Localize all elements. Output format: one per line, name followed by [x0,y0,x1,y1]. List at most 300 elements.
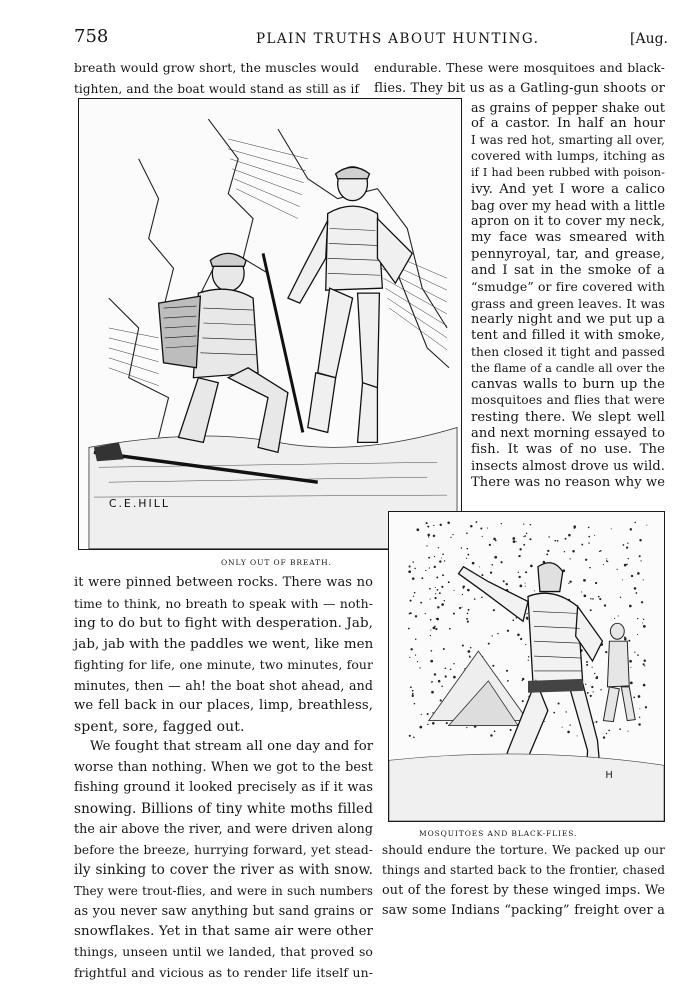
fly-dot [577,735,578,736]
fly-dot [501,523,502,524]
fly-dot [409,735,411,737]
fly-dot [570,724,571,725]
fly-dot [583,579,586,582]
fly-dot [622,579,623,580]
engraving-swatting-man-image [389,512,664,821]
fly-dot [450,669,452,671]
fly-dot [639,555,641,557]
fly-dot [638,723,641,726]
fly-dot [467,621,469,623]
fly-dot [431,650,433,652]
text-line: out of the forest by these winged imps. We [382,882,665,898]
fly-dot [412,561,414,563]
fly-dot [639,708,640,709]
text-line: snowflakes. Yet in that same air were other [74,923,374,939]
fly-dot [567,731,570,734]
fly-dot [642,622,643,623]
fly-dot [526,618,528,620]
fly-dot [600,550,602,552]
fly-dot [564,551,565,552]
fly-dot [433,525,434,526]
fly-dot [637,618,638,619]
fly-dot [481,574,483,576]
fly-dot [448,581,450,583]
fly-dot [603,736,605,738]
fly-dot [436,577,438,579]
fly-dot [516,541,517,542]
text-line: covered with lumps, itching as [471,148,665,163]
fly-dot [429,567,430,568]
text-line: as you never saw anything but sand grains or [74,903,373,918]
text-line: minutes, then — ah! the boat shot ahead, and [74,677,373,693]
fly-dot [587,692,589,694]
illustration-2-caption: MOSQUITOES AND BLACK-FLIES. [419,829,578,838]
engraving-hunters-image [79,99,461,549]
fly-dot [507,630,509,632]
text-line: pennyroyal, tar, and grease, [471,246,665,262]
fly-dot [530,524,532,526]
fly-dot [420,602,422,604]
text-line: if I had been rubbed with poison- [471,166,665,180]
fly-dot [467,589,470,592]
fly-dot [469,657,470,658]
fly-dot [534,590,535,591]
fly-dot [436,618,437,619]
fly-dot [442,574,444,576]
fly-dot [628,558,629,559]
text-line: tent and filled it with smoke, [471,328,665,344]
text-line: time to think, no breath to speak with — noth- [74,595,373,611]
fly-dot [427,534,430,537]
fly-dot [482,536,483,537]
fly-dot [523,536,524,537]
text-line: saw some Indians “packing” freight over a [382,903,665,918]
fly-dot [446,722,448,724]
fly-dot [554,540,556,542]
fly-dot [518,576,520,578]
fly-dot [466,727,467,728]
fly-dot [623,544,625,546]
fly-dot [425,613,426,614]
fly-dot [599,598,601,600]
fly-dot [443,648,445,650]
fly-dot [415,654,416,655]
fly-dot [557,540,559,542]
fly-dot [413,736,415,738]
fly-dot [522,700,524,702]
fly-dot [474,598,476,600]
fly-dot [589,567,591,569]
fly-dot [500,561,502,563]
fly-dot [467,554,469,556]
text-line: the air above the river, and were driven along [74,821,373,836]
fly-dot [581,544,583,546]
fly-dot [428,536,429,537]
fly-dot [453,663,454,664]
fly-dot [636,592,638,594]
fly-dot [472,562,475,565]
fly-dot [461,547,462,548]
fly-dot [494,556,497,559]
fly-dot [519,555,521,557]
text-line: jab, jab with the paddles we went, like men [74,636,374,652]
fly-dot [495,540,497,542]
fly-dot [416,528,419,531]
fly-dot [593,691,594,692]
text-line: worse than nothing. When we got to the best [74,759,373,775]
fly-dot [434,566,436,568]
fly-dot [427,724,428,725]
fly-dot [594,535,595,536]
fly-dot [414,703,416,705]
fly-dot [548,536,549,537]
text-line: ivy. And yet I wore a calico [471,181,665,197]
fly-dot [525,583,526,584]
fly-dot [528,660,529,661]
fly-dot [426,522,428,524]
fly-dot [513,540,516,543]
fly-dot [417,661,418,662]
fly-dot [546,553,548,555]
fly-dot [637,572,640,575]
fly-dot [410,600,412,602]
text-line: flies. They bit us as a Gatling-gun shoots or [374,80,665,96]
fly-dot [428,557,430,559]
fly-dot [430,660,433,663]
fly-dot [568,583,569,584]
fly-dot [434,597,436,599]
fly-dot [606,558,607,559]
fly-dot [425,570,426,571]
fly-dot [440,699,442,701]
fly-dot [444,600,445,601]
text-line: fighting for life, one minute, two minutes, four [74,657,373,672]
fly-dot [624,638,627,641]
text-line: before the breeze, hurrying forward, yet stead- [74,842,373,857]
artist-signature: H [605,770,613,782]
fly-dot [430,635,431,636]
fly-dot [626,547,628,549]
text-line: frightful and vicious as to render life itself un- [74,964,373,980]
fly-dot [452,534,453,535]
fly-dot [619,728,621,730]
fly-dot [638,695,641,698]
fly-dot [433,535,435,537]
fly-dot [493,609,495,611]
fly-dot [441,586,443,588]
fly-dot [634,651,635,652]
fly-dot [430,630,431,631]
text-line: tighten, and the boat would stand as still as if [74,81,359,96]
fly-dot [617,569,618,570]
fly-dot [524,535,526,537]
fly-dot [438,680,441,683]
fly-dot [629,605,632,608]
text-line: my face was smeared with [471,230,665,246]
fly-dot [604,604,606,606]
fly-dot [630,667,631,668]
fly-dot [525,571,527,573]
text-line: insects almost drove us wild. [471,458,665,474]
fly-dot [441,557,442,558]
fly-dot [562,727,563,728]
fly-dot [434,673,436,675]
fly-dot [629,660,632,663]
fly-dot [429,588,431,590]
text-line: ing to do but to fight with desperation. Jab, [74,616,373,631]
text-line: should endure the torture. We packed up our [382,842,665,857]
text-line: the flame of a candle all over the [471,360,665,375]
fly-dot [431,691,434,694]
text-line: canvas walls to burn up the [471,377,665,393]
fly-dot [462,594,463,595]
fly-dot [606,733,607,734]
fly-dot [415,639,416,640]
fly-dot [646,525,647,526]
text-line: ily sinking to cover the river as with snow. [74,862,373,878]
fly-dot [526,533,527,534]
fly-dot [419,726,422,729]
fly-dot [430,619,432,621]
fly-dot [470,647,472,649]
fly-dot [519,585,522,588]
fly-dot [480,527,482,529]
fly-dot [494,730,496,732]
fly-dot [620,597,621,598]
fly-dot [454,590,455,591]
fly-dot [419,667,420,668]
fly-dot [491,564,493,566]
fly-dot [614,618,615,619]
fly-dot [637,654,639,656]
fly-dot [639,539,641,541]
fly-dot [645,706,647,708]
fly-dot [414,592,416,594]
fly-dot [590,598,592,600]
fly-dot [408,565,410,567]
text-line: things, unseen until we landed, that proved so [74,944,373,959]
fly-dot [627,731,628,732]
fly-dot [594,673,595,674]
fly-dot [523,544,525,546]
fly-dot [510,729,512,731]
fly-dot [438,547,439,548]
fly-dot [506,583,508,585]
fly-dot [634,522,636,524]
text-line: and I sat in the smoke of a [471,263,665,278]
fly-dot [432,722,435,725]
fly-dot [426,545,427,546]
text-line: “smudge” or fire covered with [471,279,665,295]
fly-dot [435,587,436,588]
fly-dot [572,550,575,553]
fly-dot [553,712,555,714]
fly-dot [608,730,610,732]
fly-dot [512,619,514,621]
fly-dot [412,693,414,695]
fly-dot [408,570,411,573]
fly-dot [441,685,443,687]
fly-dot [643,660,645,662]
fly-dot [529,538,531,540]
fly-dot [433,627,436,630]
fly-dot [435,628,437,630]
text-line: we fell back in our places, limp, breathless, [74,698,373,713]
text-line: as grains of pepper shake out [471,100,665,115]
fly-dot [410,648,412,650]
fly-dot [600,689,601,690]
fly-dot [574,527,576,529]
fly-dot [526,613,527,614]
fly-dot [466,558,467,559]
fly-dot [442,553,444,555]
fly-dot [592,667,593,668]
fly-dot [412,690,414,692]
fly-dot [520,638,522,640]
artist-signature: C.E.HILL [108,497,170,511]
text-line: of a castor. In half an hour [471,116,665,132]
fly-dot [590,609,592,611]
fly-dot [605,651,607,653]
fly-dot [641,601,643,603]
fly-dot [558,702,560,704]
fly-dot [439,592,441,594]
fly-dot [643,663,645,665]
fly-dot [591,686,593,688]
fly-dot [437,606,439,608]
fly-dot [468,650,471,653]
fly-dot [525,586,526,587]
fly-dot [640,560,641,561]
fly-dot [568,534,571,537]
text-line: grass and green leaves. It was [471,295,665,311]
fly-dot [476,521,478,523]
fly-dot [607,561,608,562]
fly-dot [440,524,442,526]
fly-dot [512,537,515,540]
fly-dot [462,607,463,608]
fly-dot [588,542,590,544]
fly-dot [467,613,469,615]
fly-dot [592,598,594,600]
fly-dot [410,686,412,688]
fly-dot [489,544,491,546]
fly-dot [427,526,429,528]
fly-dot [566,711,567,712]
fly-dot [630,528,632,530]
fly-dot [453,613,455,615]
fly-dot [639,717,640,718]
fly-dot [492,635,493,636]
fly-dot [463,587,465,589]
fly-dot [409,657,410,658]
fly-dot [596,677,599,680]
fly-dot [449,628,451,630]
fly-dot [437,589,439,591]
page-number: 758 [74,26,109,47]
fly-dot [481,596,483,598]
text-line: then closed it tight and passed [471,344,665,359]
fly-dot [519,548,521,550]
fly-dot [421,714,422,715]
fly-dot [584,594,587,597]
fly-dot [643,625,646,628]
fly-dot [444,560,445,561]
fly-dot [530,565,533,568]
fly-dot [643,579,644,580]
text-line: snowing. Billions of tiny white moths filled [74,800,373,817]
fly-dot [503,580,505,582]
fly-dot [435,593,436,594]
fly-dot [634,587,637,590]
fly-dot [445,675,447,677]
fly-dot [507,680,509,682]
fly-dot [523,523,524,524]
fly-dot [611,528,612,529]
text-line: endurable. These were mosquitoes and black- [374,61,665,75]
fly-dot [596,721,598,723]
fly-dot [627,543,628,544]
fly-dot [409,613,411,615]
illustration-mosquitoes-and-black-flies [388,511,665,822]
fly-dot [490,572,492,574]
fly-dot [441,603,444,606]
text-line: They were trout-flies, and were in such numbers [74,883,373,898]
fly-dot [430,599,431,600]
fly-dot [470,525,472,527]
fly-dot [436,618,439,621]
fly-dot [581,591,582,592]
fly-dot [618,615,619,616]
fly-dot [569,581,571,583]
fly-dot [413,596,414,597]
fly-dot [427,713,429,715]
text-line: mosquitoes and flies that were [471,393,665,408]
fly-dot [431,681,432,682]
fly-dot [570,558,571,559]
fly-dot [444,667,446,669]
fly-dot [544,721,545,722]
fly-dot [595,582,597,584]
fly-dot [643,619,644,620]
fly-dot [421,577,423,579]
fly-dot [412,577,415,580]
fly-dot [585,559,587,561]
fly-dot [450,537,451,538]
fly-dot [643,684,646,687]
fly-dot [624,564,627,567]
fly-dot [468,609,470,611]
fly-dot [590,695,592,697]
fly-dot [518,572,519,573]
text-line: bag over my head with a little [471,197,666,213]
fly-dot [565,538,567,540]
fly-dot [462,645,464,647]
fly-dot [528,656,529,657]
fly-dot [631,575,633,577]
fly-dot [547,550,549,552]
fly-dot [599,551,600,552]
fly-dot [453,676,456,679]
fly-dot [517,634,520,637]
fly-dot [630,682,633,685]
text-line: fishing ground it looked precisely as if it was [74,780,373,795]
fly-dot [644,665,645,666]
fly-dot [487,528,488,529]
fly-dot [586,661,588,663]
fly-dot [525,644,526,645]
text-line: I was red hot, smarting all over, [471,132,666,147]
